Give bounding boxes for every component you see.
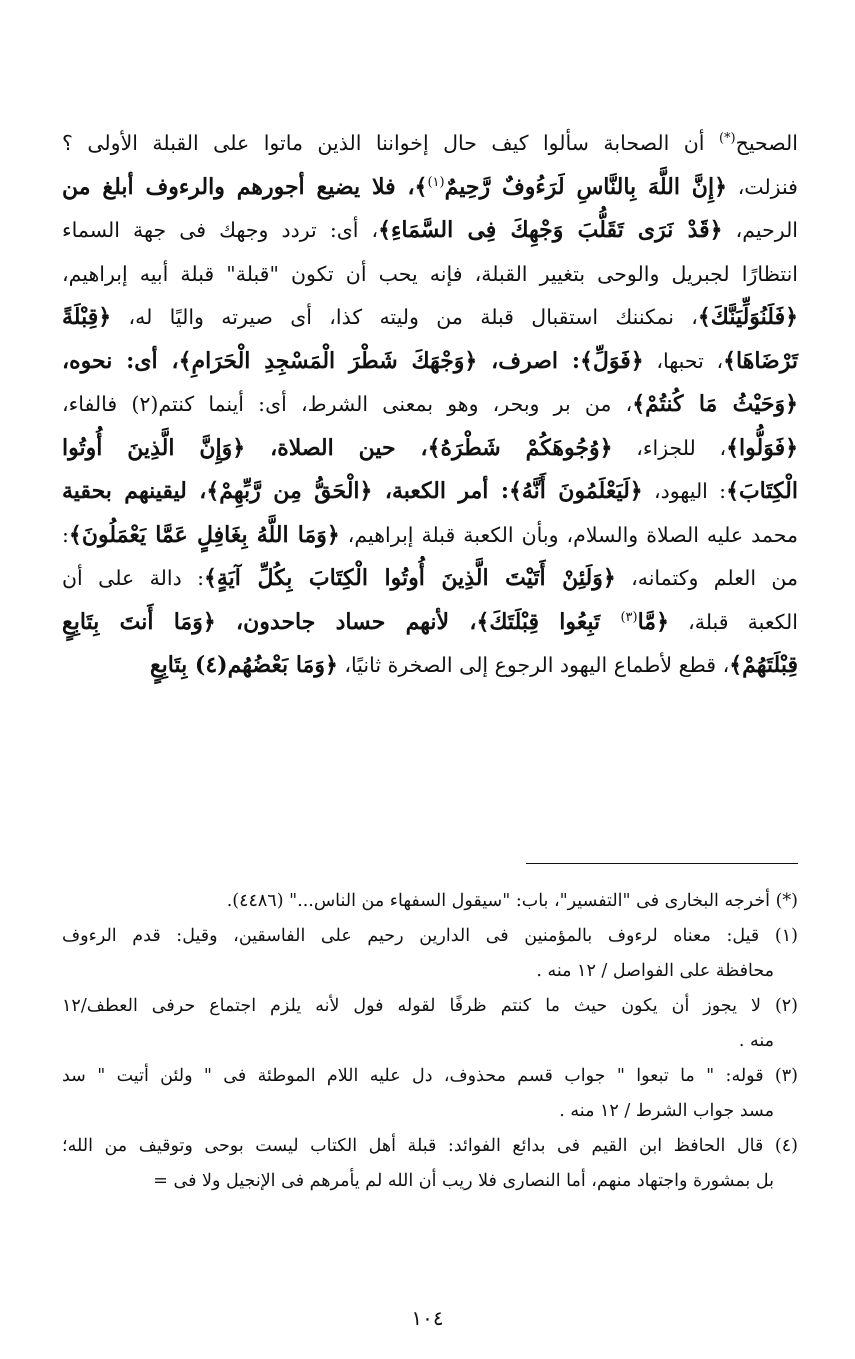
footnote-line (62, 919, 798, 954)
footnote (62, 989, 798, 1059)
footnote-marker: (٢) (774, 996, 798, 1016)
footnote (62, 919, 798, 989)
quran-verse: ﴿وَمَا اللَّهُ بِغَافِلٍ عَمَّا يَعْمَلُونَ﴾ (68, 521, 340, 548)
quran-verse: تَرْضَاهَا﴾ (723, 347, 798, 374)
quran-verse: ، لأنهم حساد جاحدون، ﴿وَمَا أَنتَ بِتَابِعٍ (62, 608, 477, 635)
footnote-line (62, 989, 798, 1024)
quran-verse: ﴿وَلَئِنْ أَتَيْتَ الَّذِينَ أُوتُوا الْكِتَابَ بِكُلِّ آيَةٍ﴾ (204, 565, 616, 591)
quran-verse: تَبِعُوا قِبْلَتَكَ﴾ (476, 608, 621, 635)
text-line (62, 644, 798, 688)
footnote-line (62, 1059, 798, 1094)
footnote-line (62, 1024, 798, 1059)
quran-verse: ﴿فَوَلِّ﴾: اصرف، ﴿وَجْهَكَ شَطْرَ الْمَسْجِدِ الْحَرَامِ﴾، أى: نحوه، (62, 347, 644, 374)
footnote-marker: (*) (718, 131, 736, 147)
text-segment: فنزلت، (726, 174, 798, 199)
main-text (62, 122, 798, 688)
footnote-text: أخرجه البخارى فى "التفسير"، باب: "سيقول السفهاء من الناس..." (٤٤٨٦). (226, 891, 771, 911)
text-line (62, 601, 798, 645)
text-segment: ، للجزاء، (612, 435, 727, 460)
footnote-marker: (*) (775, 891, 798, 911)
text-line (62, 296, 798, 340)
text-segment: : دالة على أن (62, 566, 204, 590)
text-segment: أن الصحابة سألوا كيف حال إخواننا الذين ماتوا على القبلة الأولى ؟ (62, 131, 719, 155)
footnote-line (62, 1164, 798, 1199)
footnote-text: قوله: " ما تبعوا " جواب قسم محذوف، دل عليه اللام الموطئة فى " ولئن أتيت " سد (62, 1066, 764, 1086)
quran-verse: ﴾، فلا يضيع أجورهم والرءوف أبلغ من (62, 173, 428, 200)
footnote-line (62, 954, 798, 989)
text-segment: ، نمكننك استقبال قبلة من وليته كذا، أى صيرته واليًا له، (111, 305, 698, 329)
footnote (62, 1129, 798, 1199)
footnote (62, 884, 798, 919)
footnote-text: قال الحافظ ابن القيم فى بدائع الفوائد: قبلة أهل الكتاب ليست بوحى وتوقيف من الله؛ (62, 1136, 764, 1156)
footnote-marker: (٣) (620, 609, 638, 625)
text-line (62, 166, 798, 210)
text-segment: ، أى: تردد وجهك فى جهة السماء (62, 218, 379, 242)
quran-verse: ﴿فَوَلُّوا﴾ (726, 434, 798, 461)
quran-verse: ﴿فَلَنُوَلِّيَنَّكَ﴾ (697, 304, 798, 330)
quran-verse: ﴿وَحَيْثُ مَا كُنتُمْ﴾ (632, 391, 798, 417)
footnote-marker: (٤) (774, 1136, 798, 1156)
text-segment: ، قطع لأطماع اليهود الرجوع إلى الصخرة ثانيًا، (337, 653, 730, 677)
text-segment: ، تحبها، (643, 348, 724, 373)
footnotes (62, 884, 798, 1199)
text-line (62, 470, 798, 514)
quran-verse: ﴿قِبْلَةً (62, 304, 112, 330)
text-segment: الرحيم، (722, 218, 799, 242)
footnote-marker: (١) (774, 926, 798, 946)
quran-verse: ﴿لَيَعْلَمُونَ أَنَّهُ﴾: أمر الكعبة، ﴿الْحَقُّ مِن رَّبِّهِمْ﴾، ليقينهم بحقية (62, 478, 643, 504)
footnote-text: منه . (738, 1031, 774, 1051)
footnote-separator (526, 863, 798, 864)
text-line (62, 209, 798, 253)
footnote-text: مسد جواب الشرط / ١٢ منه . (559, 1101, 774, 1121)
footnote-line (62, 1094, 798, 1129)
text-segment: انتظارًا لجبريل والوحى بتغيير القبلة، فإنه يحب أن تكون "قبلة" قبلة أبيه إبراهيم، (62, 261, 798, 286)
footnote-text: قيل: معناه لرءوف بالمؤمنين فى الدارين رحيم على الفاسقين، وقيل: قدم الرءوف (62, 926, 760, 946)
quran-verse: ﴿وَمَا بَعْضُهُم(٤) بِتَابِعٍ (149, 652, 338, 678)
footnote-marker: (١) (427, 174, 445, 190)
footnote-text: بل بمشورة واجتهاد منهم، أما النصارى فلا ريب أن الله لم يأمرهم فى الإنجيل ولا فى = (153, 1171, 774, 1191)
page-number: ١٠٤ (411, 1306, 444, 1330)
quran-verse: الْكِتَابَ﴾ (726, 478, 798, 504)
text-segment: ، من بر وبحر، وهو بمعنى الشرط، أى: أينما كنتم (158, 392, 633, 416)
quran-verse: ﴿قَدْ نَرَى تَقَلُّبَ وَجْهِكَ فِى السَّمَاءِ﴾ (378, 217, 723, 243)
text-line (62, 383, 798, 427)
text-segment: (٢) فالفاء، (62, 392, 159, 416)
text-segment: : اليهود، (642, 479, 727, 503)
text-line (62, 122, 798, 166)
text-line (62, 557, 798, 601)
text-segment: الصحيح (735, 131, 798, 155)
text-segment: الكعبة قبلة، (668, 609, 798, 634)
text-segment: محمد عليه الصلاة والسلام، وبأن الكعبة قبلة إبراهيم، (339, 522, 798, 547)
text-line (62, 514, 798, 558)
footnote-line (62, 884, 798, 919)
footnote-text: لا يجوز أن يكون حيث ما كنتم ظرفًا لقوله فول لأنه يلزم اجتماع حرفى العطف/١٢ (62, 996, 761, 1016)
text-line (62, 253, 798, 297)
footnote (62, 1059, 798, 1129)
text-line (62, 427, 798, 471)
footnote-marker: (٣) (774, 1066, 798, 1086)
footnote-text: محافظة على الفواصل / ١٢ منه . (536, 961, 774, 981)
quran-verse: قِبْلَتَهُمْ﴾ (729, 652, 798, 678)
text-segment: : (62, 522, 69, 547)
quran-verse: ﴿وُجُوهَكُمْ شَطْرَهُ﴾، حين الصلاة، ﴿وَإِنَّ الَّذِينَ أُوتُوا (62, 434, 613, 461)
footnote-line (62, 1129, 798, 1164)
text-segment: من العلم وكتمانه، (615, 566, 799, 590)
quran-verse: ﴿إِنَّ اللَّهَ بِالنَّاسِ لَرَءُوفٌ رَّحِيمٌ (444, 173, 727, 200)
quran-verse: ﴿مَّا (637, 608, 669, 635)
text-line (62, 340, 798, 384)
